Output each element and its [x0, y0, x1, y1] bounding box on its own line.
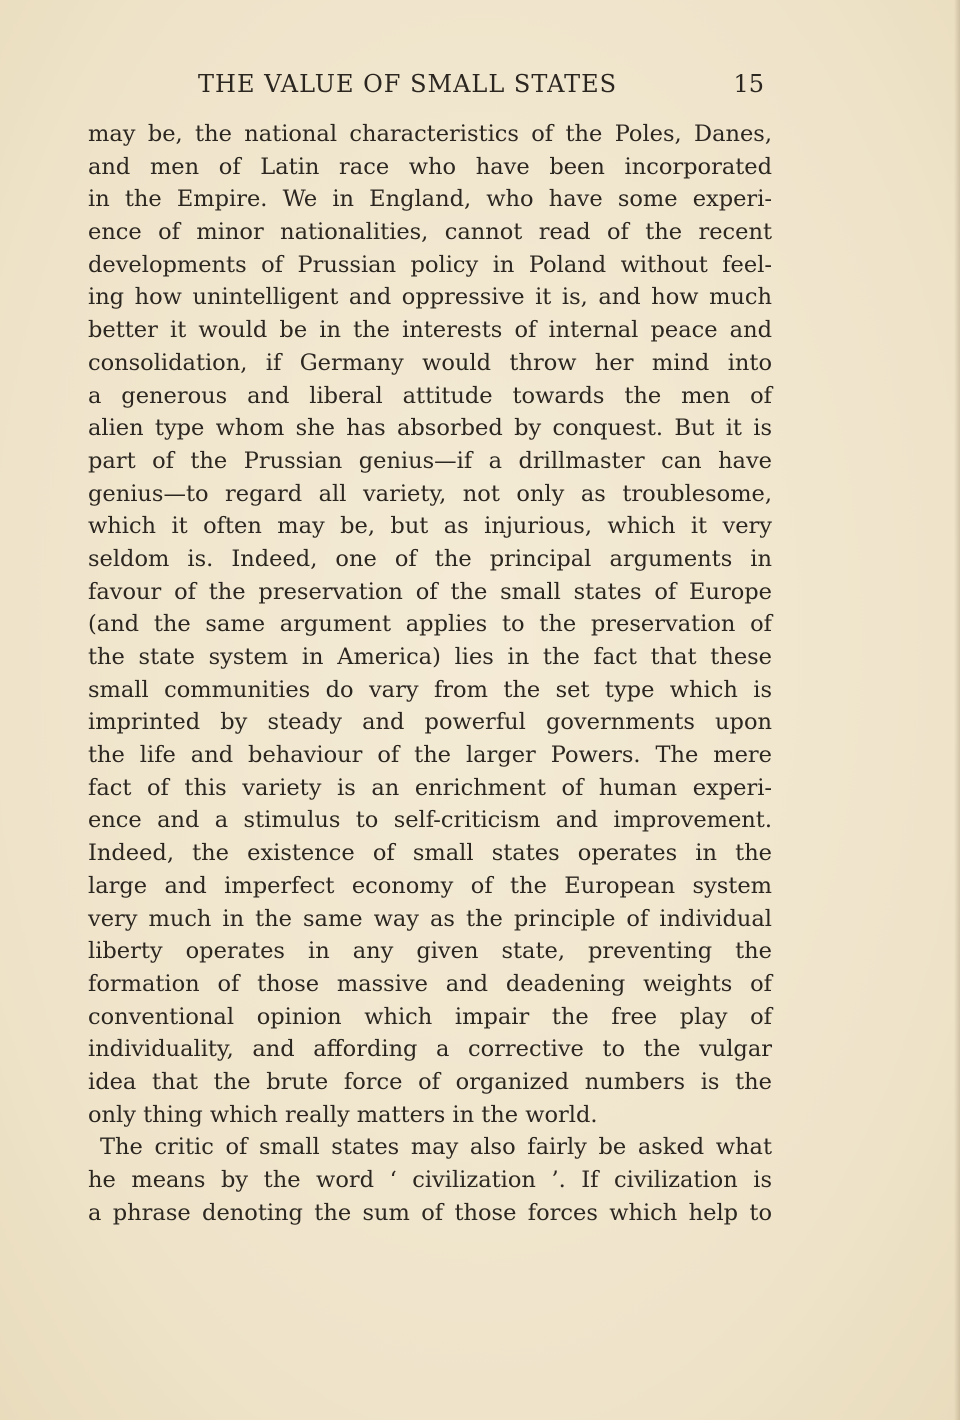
text-line: consolidation, if Germany would throw her mind into — [88, 349, 772, 376]
text-line: large and imperfect economy of the European system — [88, 872, 772, 899]
text-line: idea that the brute force of organized numbers is the — [88, 1068, 772, 1095]
text-line: (and the same argument applies to the preservation of — [88, 611, 772, 638]
text-line: a generous and liberal attitude towards the men of — [88, 382, 772, 409]
text-line: favour of the preservation of the small states of Europe — [88, 578, 772, 605]
text-line: he means by the word ‘ civilization ’. If civilization is — [88, 1167, 772, 1193]
body-text — [88, 118, 772, 1229]
text-line: genius—to regard all variety, not only as troublesome, — [88, 480, 772, 507]
text-line: formation of those massive and deadening weights of — [88, 970, 772, 997]
text-line: in the Empire. We in England, who have some experi- — [88, 186, 772, 213]
text-line: better it would be in the interests of internal peace and — [88, 317, 772, 344]
page-header — [92, 66, 764, 102]
text-line: conventional opinion which impair the free play of — [88, 1003, 772, 1030]
text-line: very much in the same way as the principle of individual — [88, 905, 772, 932]
text-line: the life and behaviour of the larger Powers. The mere — [88, 742, 772, 769]
text-line: imprinted by steady and powerful governments upon — [88, 709, 772, 736]
text-line: a phrase denoting the sum of those forces which help to — [88, 1199, 772, 1226]
text-line: ence and a stimulus to self-criticism and improvement. — [88, 807, 772, 834]
text-line: which it often may be, but as injurious, which it very — [88, 513, 772, 540]
text-line: small communities do vary from the set type which is — [88, 676, 772, 703]
text-line: and men of Latin race who have been incorporated — [88, 153, 772, 180]
text-line: alien type whom she has absorbed by conquest. But it is — [88, 415, 772, 442]
text-line: individuality, and affording a corrective to the vulgar — [88, 1036, 772, 1063]
text-line: part of the Prussian genius—if a drillmaster can have — [88, 447, 772, 474]
paragraph-start-line: The critic of small states may also fairly be asked what — [100, 1134, 772, 1161]
text-line: fact of this variety is an enrichment of human experi- — [88, 774, 772, 801]
text-line: the state system in America) lies in the fact that these — [88, 644, 772, 670]
text-line: ing how unintelligent and oppressive it is, and how much — [88, 284, 772, 311]
text-line: seldom is. Indeed, one of the principal arguments in — [88, 545, 772, 572]
page-edge-shadow — [954, 0, 960, 1420]
paragraph-end-line: only thing which really matters in the world. — [88, 1101, 598, 1128]
page-number: 15 — [733, 70, 764, 98]
running-title: THE VALUE OF SMALL STATES — [198, 70, 618, 98]
text-line: ence of minor nationalities, cannot read of the recent — [88, 219, 772, 246]
text-line: liberty operates in any given state, preventing the — [88, 938, 772, 965]
text-line: Indeed, the existence of small states operates in the — [88, 840, 772, 867]
text-line: developments of Prussian policy in Poland without feel- — [88, 251, 772, 278]
text-line: may be, the national characteristics of the Poles, Danes, — [88, 121, 772, 147]
